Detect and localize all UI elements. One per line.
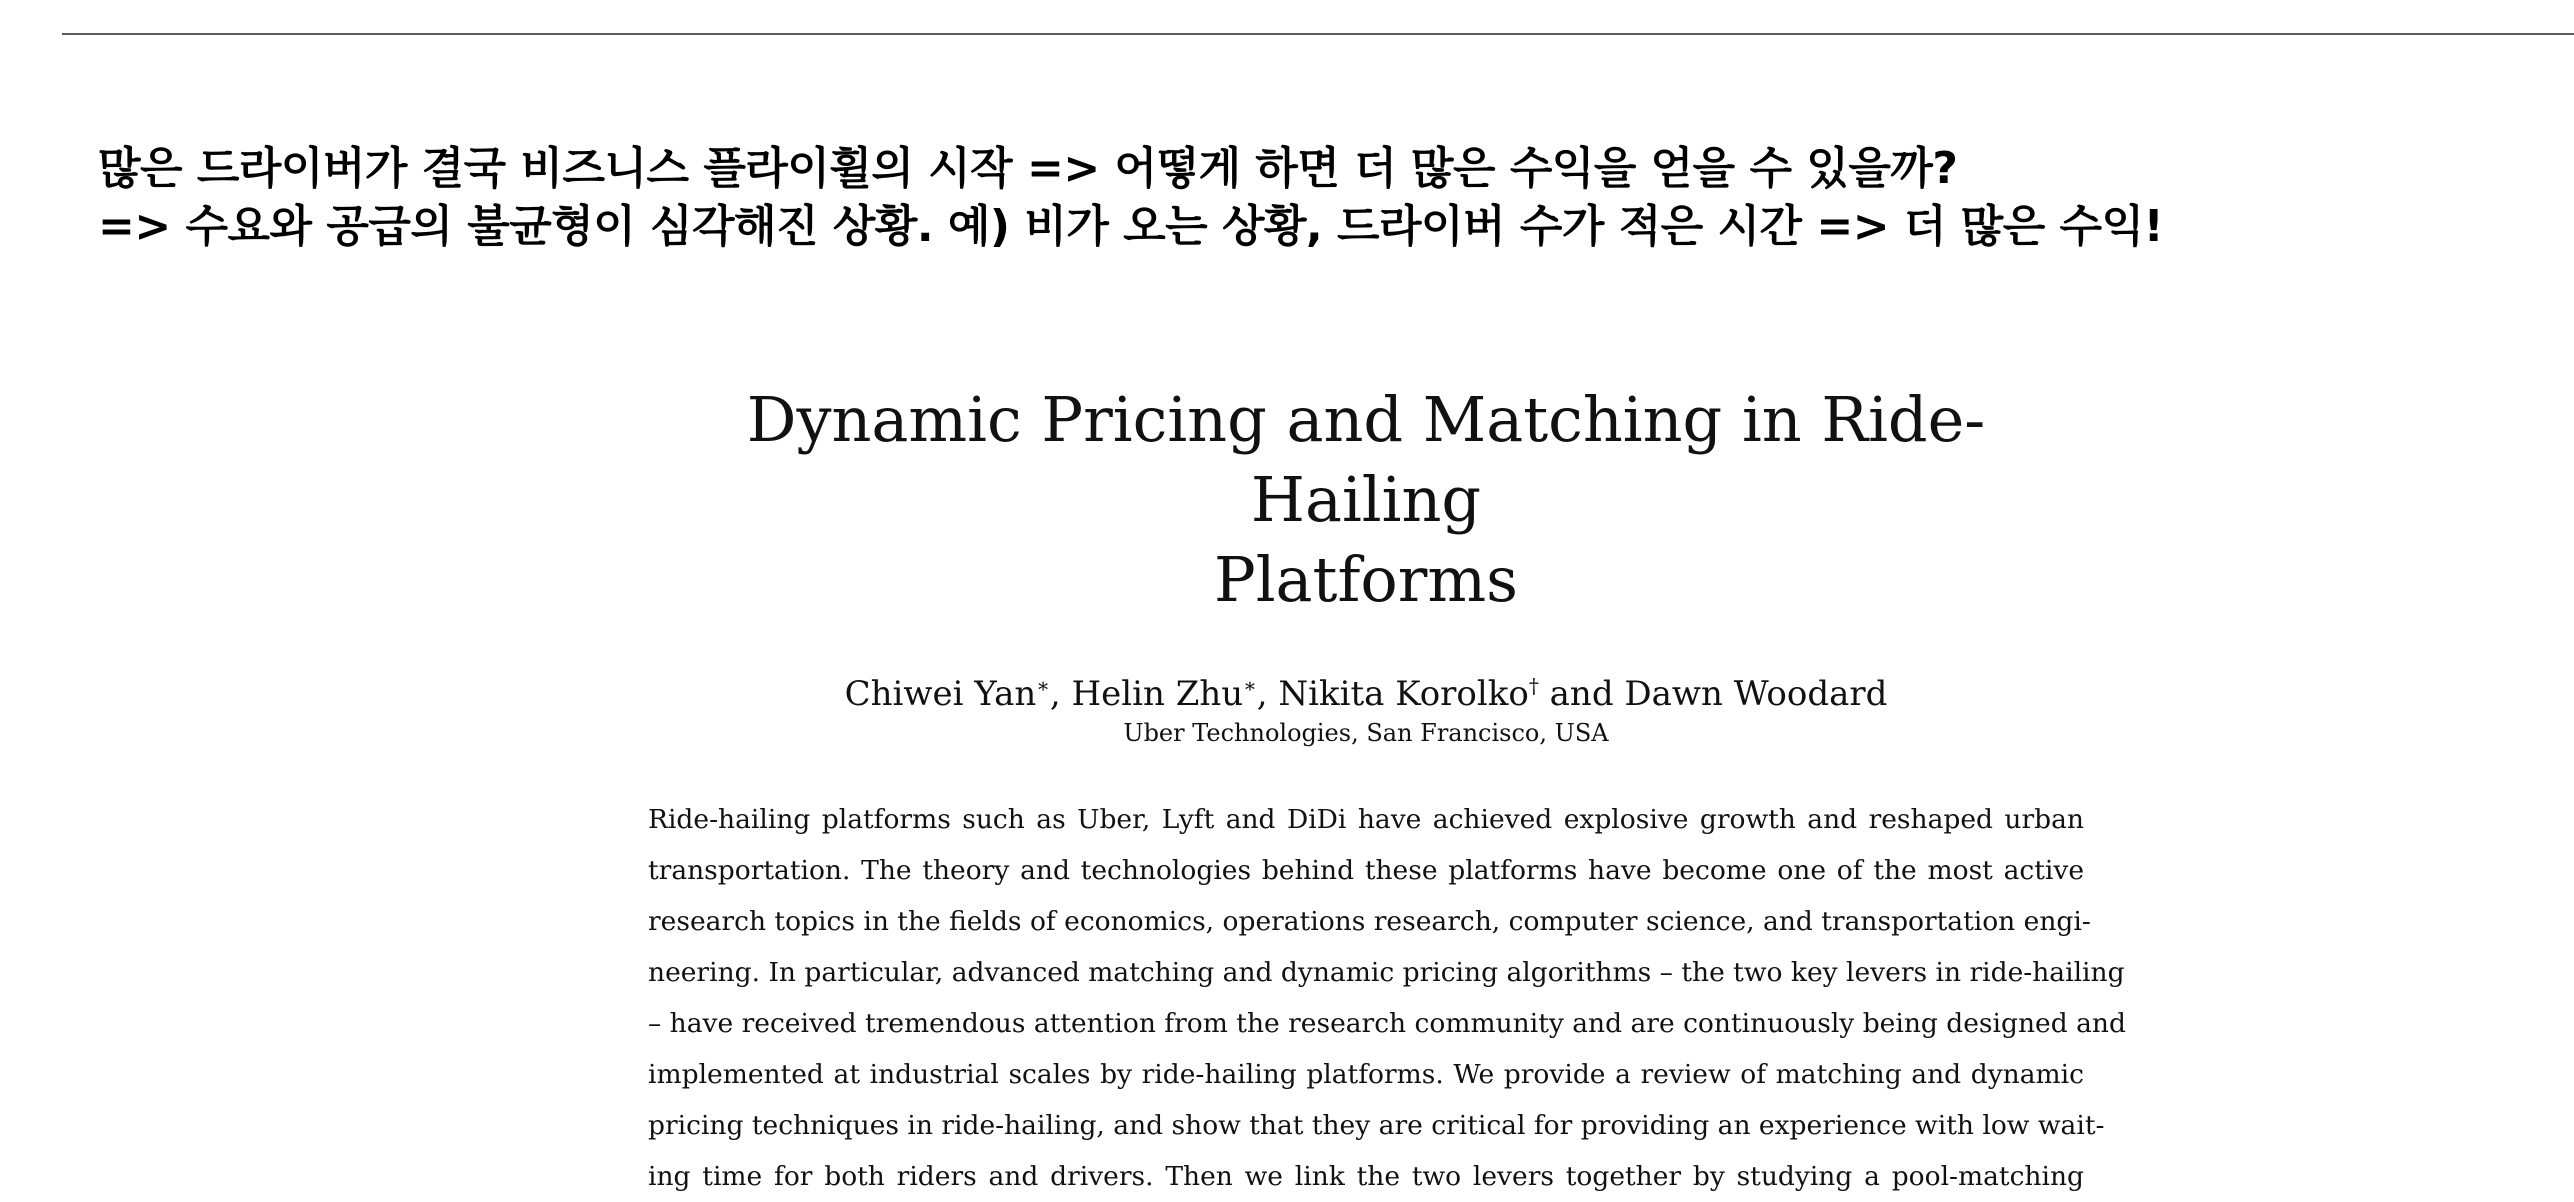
author-separator: , [1049, 674, 1072, 714]
korean-notes [98, 140, 2538, 256]
author-separator: and [1538, 674, 1625, 714]
author-mark: ∗ [1036, 673, 1050, 698]
author-mark: † [1528, 673, 1539, 698]
abstract [648, 794, 2126, 1202]
author-separator: , [1256, 674, 1279, 714]
abstract-line: Ride-hailing platforms such as Uber, Lyft and DiDi have achieved explosive growth and reshaped urban [648, 804, 2084, 835]
abstract-line: transportation. The theory and technologies behind these platforms have become one of the most active [648, 855, 2084, 886]
author-mark: ∗ [1243, 673, 1257, 698]
top-divider [62, 33, 2574, 35]
paper-title-line-2: Platforms [1214, 543, 1518, 616]
note-line-1: 많은 드라이버가 결국 비즈니스 플라이휠의 시작 => 어떻게 하면 더 많은 수익을 얻을 수 있을까? [98, 143, 1958, 194]
paper-excerpt [648, 380, 2126, 1202]
paper-title [648, 380, 2084, 620]
paper-title-line-1: Dynamic Pricing and Matching in Ride-Hailing [746, 383, 1986, 536]
abstract-line: pricing techniques in ride-hailing, and show that they are critical for providing an experience with low wait- [648, 1110, 2105, 1141]
abstract-line: neering. In particular, advanced matching and dynamic pricing algorithms – the two key levers in ride-hailing [648, 957, 2125, 988]
author-list [648, 672, 2084, 716]
author-name: Dawn Woodard [1624, 674, 1888, 714]
affiliation: Uber Technologies, San Francisco, USA [1123, 719, 1609, 747]
author-name: Chiwei Yan [844, 674, 1037, 714]
author-name: Helin Zhu [1071, 674, 1244, 714]
abstract-line: research topics in the fields of economics, operations research, computer science, and transportation engi- [648, 906, 2091, 937]
author-name: Nikita Korolko [1278, 674, 1529, 714]
note-line-2: => 수요와 공급의 불균형이 심각해진 상황. 예) 비가 오는 상황, 드라이버 수가 적은 시간 => 더 많은 수익! [98, 201, 2164, 252]
abstract-line: ing time for both riders and drivers. Then we link the two levers together by studying a pool-matching [648, 1161, 2084, 1192]
abstract-line: implemented at industrial scales by ride-hailing platforms. We provide a review of matching and dynamic [648, 1059, 2084, 1090]
abstract-line: – have received tremendous attention from the research community and are continuously being designed and [648, 1008, 2126, 1039]
